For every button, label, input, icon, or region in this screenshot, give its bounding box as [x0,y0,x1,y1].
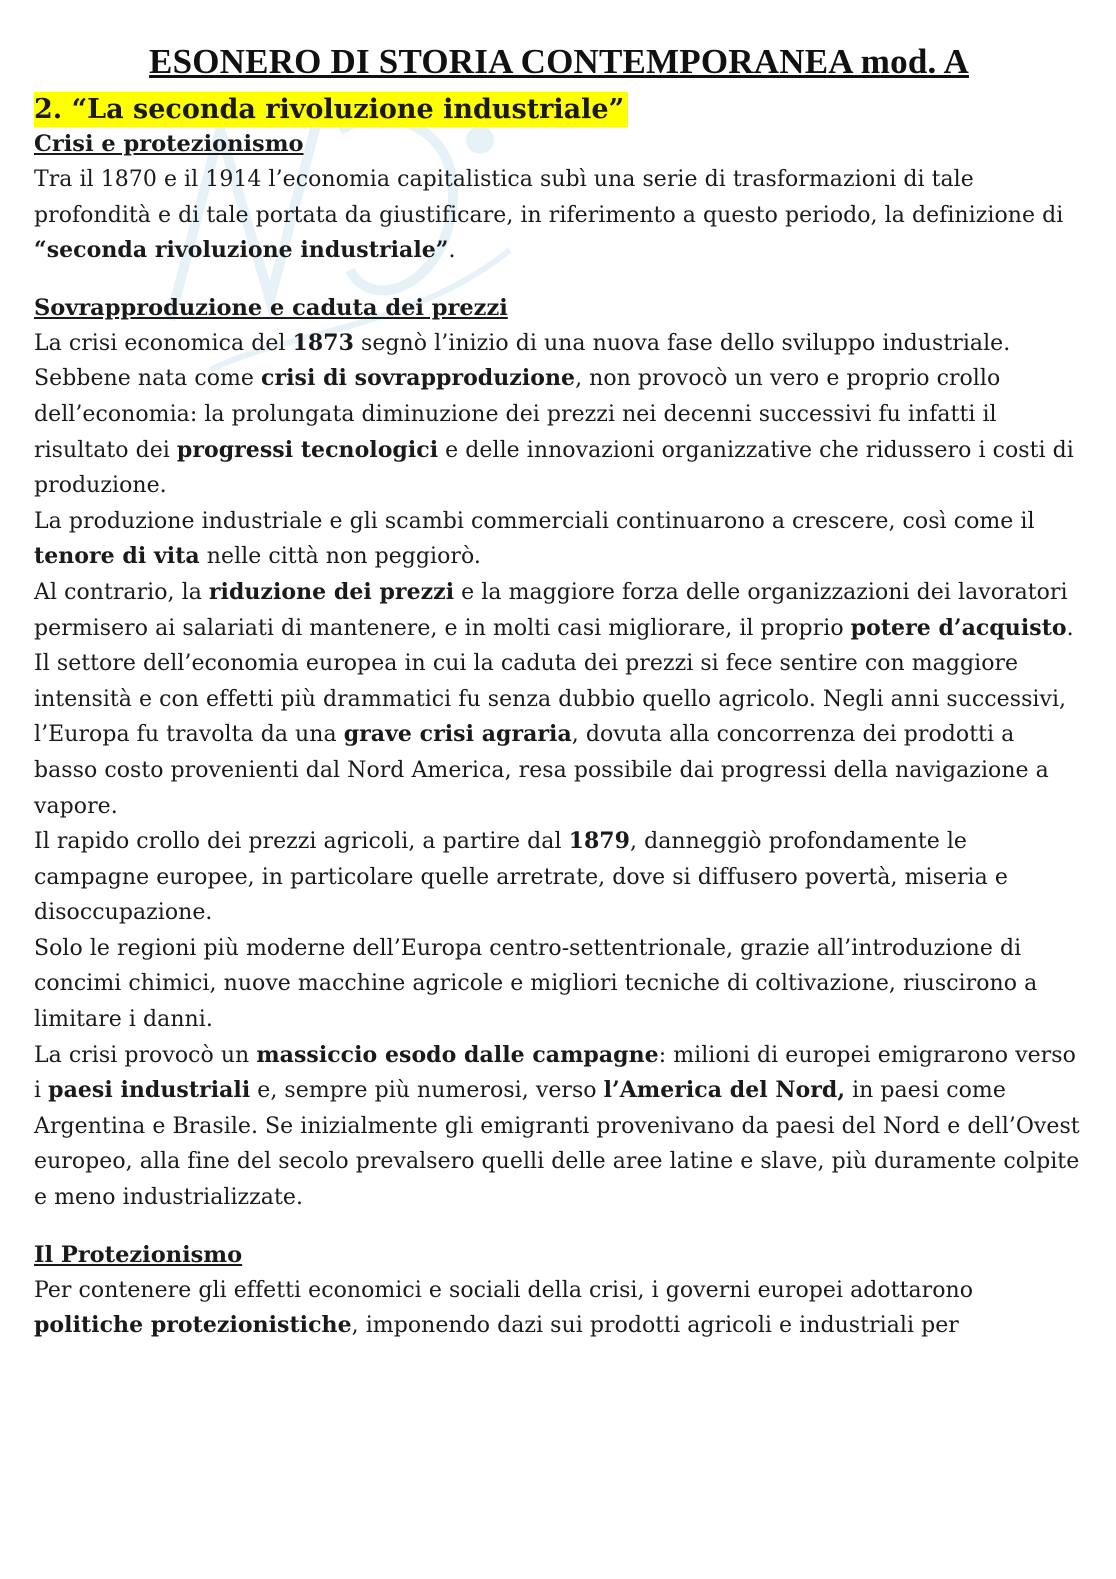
text-run: , non provocò un vero e proprio crollo dell’economia: la prolungata diminuzione dei prezzi nei decenni successivi fu infatti il risultato dei [34,366,1001,463]
section-spacer [34,269,1084,291]
bold-text: tenore di vita [34,543,200,570]
bold-text: paesi industriali [48,1077,251,1104]
paragraph [34,824,1084,931]
text-run: , dovuta alla concorrenza dei prodotti a basso costo provenienti dal Nord America, resa possibile dai progressi della navigazione a vapore. [34,722,1049,819]
bold-text: potere d’acquisto [850,614,1067,641]
paragraph [34,1273,1084,1344]
text-run: e, sempre più numerosi, verso [250,1078,604,1104]
text-run: Per contenere gli effetti economici e sociali della crisi, i governi europei adottarono [34,1277,974,1303]
document-title: ESONERO DI STORIA CONTEMPORANEA mod. A [149,42,969,81]
paragraph [34,504,1084,575]
paragraph [34,931,1084,1038]
section-heading: Crisi e protezionismo [34,131,304,157]
text-run: . [448,238,456,264]
text-run: e la maggiore forza delle organizzazioni dei lavoratori permisero ai salariati di mantenere, e in molti casi migliorare, il proprio [34,579,1068,641]
bold-text: politiche protezionistiche [34,1312,352,1339]
bold-text: grave crisi agraria [343,721,572,748]
paragraph [34,646,1084,824]
bold-text: 1879 [568,828,631,855]
section-heading: Il Protezionismo [34,1241,243,1268]
text-run: . [1066,615,1074,641]
text-run: La crisi provocò un [34,1042,257,1068]
paragraph [34,326,1084,504]
text-run: segnò l’inizio di una nuova fase dello sviluppo industriale. Sebbene nata come [34,330,1011,392]
bold-text: riduzione dei prezzi [208,578,455,605]
text-run: Solo le regioni più moderne dell’Europa centro-settentrionale, grazie all’introduzione di concimi chimici, nuove macchine agricole e migliori tecniche di coltivazione, riuscirono a limitare i danni. [34,935,1038,1033]
document-page [34,42,1084,1344]
bold-text: 1873 [292,329,354,356]
text-run: Il rapido crollo dei prezzi agricoli, a partire dal [34,829,569,855]
bold-text: “seconda rivoluzione industriale” [34,237,449,264]
section-spacer [34,1216,1084,1238]
chapter-heading: 2. “La seconda rivoluzione industriale” [34,92,628,127]
text-run: La produzione industriale e gli scambi commerciali continuarono a crescere, così come il [34,508,1035,534]
text-run: Al contrario, la [34,579,209,605]
text-run: Il settore dell’economia europea in cui la caduta dei prezzi si fece sentire con maggiore intensità e con effetti più drammatici fu senza dubbio quello agricolo. Negli anni successivi, l’Europa fu travolta da una [34,651,1067,748]
bold-text: crisi di sovrapproduzione [261,365,576,392]
text-run: La crisi economica del [34,330,293,356]
text-run: , danneggiò profondamente le campagne europee, in particolare quelle arretrate, dove si diffusero povertà, miseria e disoccupazione. [34,829,1008,926]
paragraph [34,1038,1084,1216]
text-run: : milioni di europei emigrarono verso i [34,1042,1076,1104]
text-run: , imponendo dazi sui prodotti agricoli e industriali per [351,1313,959,1339]
paragraph [34,575,1084,646]
bold-text: l’America del Nord, [603,1077,846,1104]
section-heading: Sovrapproduzione e caduta dei prezzi [34,294,508,321]
text-run: e delle innovazioni organizzative che ridussero i costi di produzione. [34,437,1074,499]
text-run: in paesi come Argentina e Brasile. Se inizialmente gli emigranti provenivano da paesi del Nord e dell’Ovest europeo, alla fine del secolo prevalsero quelli delle aree latine e slave, più duramente colpite e meno industrializzate. [34,1078,1080,1211]
text-run: Tra il 1870 e il 1914 l’economia capitalistica subì una serie di trasformazioni di tale profondità e di tale portata da giustificare, in riferimento a questo periodo, la definizione di [34,167,1064,228]
document-body [34,127,1084,1344]
bold-text: massiccio esodo dalle campagne [256,1041,659,1068]
paragraph [34,162,1084,269]
text-run: nelle città non peggiorò. [199,544,481,570]
bold-text: progressi tecnologici [176,436,439,463]
